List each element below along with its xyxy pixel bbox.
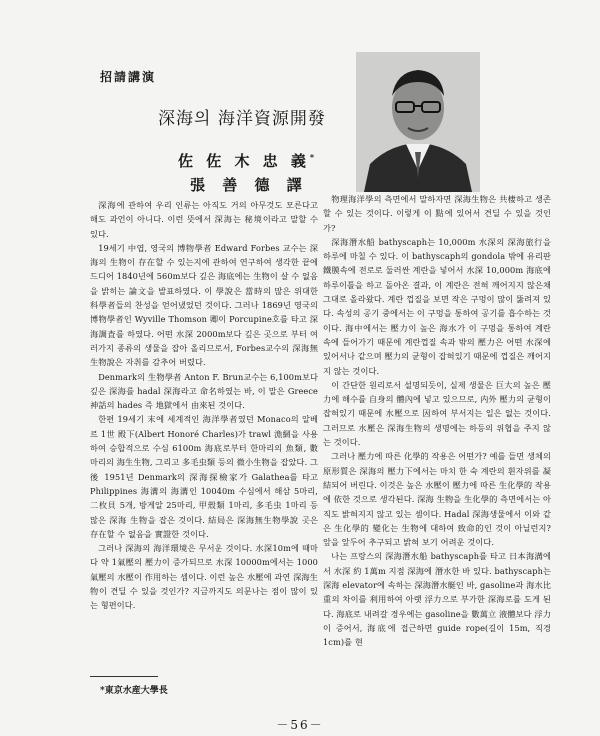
paragraph: 19세기 中엽, 영국의 博物學者 Edward Forbes 교수는 深海의 生物이 存在할 수 있는지에 관하여 연구하여 생각한 끝에 드디어 1840년에 560m보다 깊은 海底에는 生物이 살 수 없음을 밝히는 論文을 발표하였다. 이 學說은 當時의 많은 위대한 科學者들의 찬성을 얻어냈었던 것이다. 그러나 1869년 영국의 博物學者인 Wyville Thomson 卿이 Porcupine호를 타고 深海調査를 하였다. 어떤 水深 2000m보다 깊은 곳으로 부터 여러가지 종류의 생물을 잡아 올리므로서, Forbes교수의 深海無生物說은 자취를 감추어 버렸다. (90, 242, 318, 368)
paragraph: 深海潛水船 bathyscaph는 10,000m 水深의 深海旅行을 하루에 마칠 수 있다. 이 bathyscaph의 gondola 밖에 유리판 鐵膜속에 전로로 둘러싼 계란을 넣어서 水深 10,000m 海底에 하루이틀을 하고 돌아온 결과, 이 계란은 전혀 깨어지지 않은채 그대로 올라왔다. 계란 껍질을 보면 작은 구멍이 많이 뚫려져 있다. 속성의 공기 중에서는 이 구멍을 통하여 공기를 흡수하는 것이다. 海中에서는 壓力이 높은 海水가 이 구멍을 통하여 계란 속에 들어가기 때문에 계란껍질 속과 밖의 壓力은 어떤 水深에 있어서나 같으며 壓力의 균형이 잡혀있기 때문에 껍질은 깨어지지 않는 것이다. (323, 236, 551, 376)
author-footnote-mark: * (309, 152, 315, 162)
paragraph: Denmark의 生物學者 Anton F. Brun교수는 6,100m보다 깊은 深海를 hadal 深海라고 命名하였는 바, 이 말은 Greece 神話의 hades 즉 地獄에서 由來된 것이다. (90, 371, 318, 411)
paragraph: 그러나 壓力에 따른 化學的 작용은 어떤가? 예를 들면 생체의 原形質은 深海의 壓力下에서는 마치 한 숙 계란의 흰자위를 凝結되어 버린다. 이것은 높은 水壓이 壓力에 따른 生化學的 작용에 依한 것으로 생각된다. 深海 生物을 生化學的 측면에서는 아직도 밝혀지지 않고 있는 셈이다. Hadal 深海생물에서 이와 같은 生化學的 變化는 生物에 대하여 致命的인 것이 아닐런지? 앞을 앞두어 추구되고 밝혀 보기 어려운 것이다. (323, 451, 551, 548)
author-name (178, 150, 314, 171)
paragraph: 나는 프랑스의 深海潛水船 bathyscaph를 타고 日本海溝에서 水深 約 1萬m 지점 深海에 潛水한 바 있다. bathyscaph는 深海 elevator에 속하는 深海潛水艇인 바, gasoline과 海水比重의 차이를 利用하여 아랫 浮力으로 부가한 深海로를 도게 된다. 海底로 내려갈 경우에는 gasoline을 數萬立 液體보다 浮力이 증어서, 海底에 접근하면 guide rope(길이 15m, 직경 1cm)를 현 (323, 551, 552, 648)
paragraph: 한편 19세기 末에 세계적인 海洋學者였던 Monaco의 알베르 1世 殿下(Albert Honoré Charles)가 trawl 漁網을 사용하여 승합적으로 수심 6100m 海底로부터 한마리의 魚類, 數마리의 海生生物, 그리고 多毛虫類 등의 微小生物을 잡았다. 그後 1951년 Denmark의 深海探檢家가 Galathea를 타고 Philippines 海溝의 海溝인 10040m 수심에서 해삼 5마리, 二枚貝 5개, 방게알 25마리, 甲殼類 1마리, 多毛虫 1마리 등 많은 深海 生物을 잡은 것이다. 結局은 深海無生物學說 곳은 存在할 수 없음을 實證한 것이다. (90, 414, 318, 539)
section-header: 招請講演 (100, 70, 157, 84)
paragraph: 이 간단한 원리로서 설명되듯이, 실제 생물은 巨大의 높은 壓力에 해수를 自身의 體內에 넣고 있으므로, 内外 壓力의 균형이 잡혀있기 때문에 水壓으로 因하여 부서지는 일은 없는 것이다. 그러므로 水壓은 深海生物의 생명에는 하등의 위협을 주지 않는 것이다. (323, 379, 551, 448)
page-number: －56－ (276, 718, 324, 732)
author-portrait (356, 52, 480, 192)
text-column-left (90, 198, 318, 613)
paragraph: 深海에 관하여 우리 인류는 아직도 거의 아무것도 모른다고 해도 과언이 아니다. 이런 뜻에서 深海는 秘境이라고 말할 수 있다. (90, 200, 318, 239)
author-name-text: 佐 佐 木 忠 義 (178, 152, 310, 170)
footnote-divider (90, 676, 158, 677)
article-title: 深海의 海洋資源開發 (158, 109, 326, 129)
translator-name: 張 善 德 譯 (190, 176, 308, 194)
text-column-right (323, 192, 551, 650)
portrait-photo-icon (356, 52, 480, 192)
footnote: *東京水産大學長 (100, 686, 168, 696)
paragraph: 그러나 深海의 海洋環境은 무서운 것이다. 水深10m에 때마다 약 1氣壓의 壓力이 증가되므로 水深 10000m에서는 1000 氣壓의 水壓이 作用하는 셈이다. 이런 높은 水壓에 과연 深海生物이 견딜 수 있을 것인가? 지금까지도 의문나는 점이 많이 있는 형편이다. (90, 543, 318, 611)
paragraph: 物理海洋學의 측면에서 말하자면 深海生物은 共棲하고 생존할 수 있는 것이다. 이렇게 이 點에 있어서 견딜 수 있을 것인가? (323, 194, 551, 233)
